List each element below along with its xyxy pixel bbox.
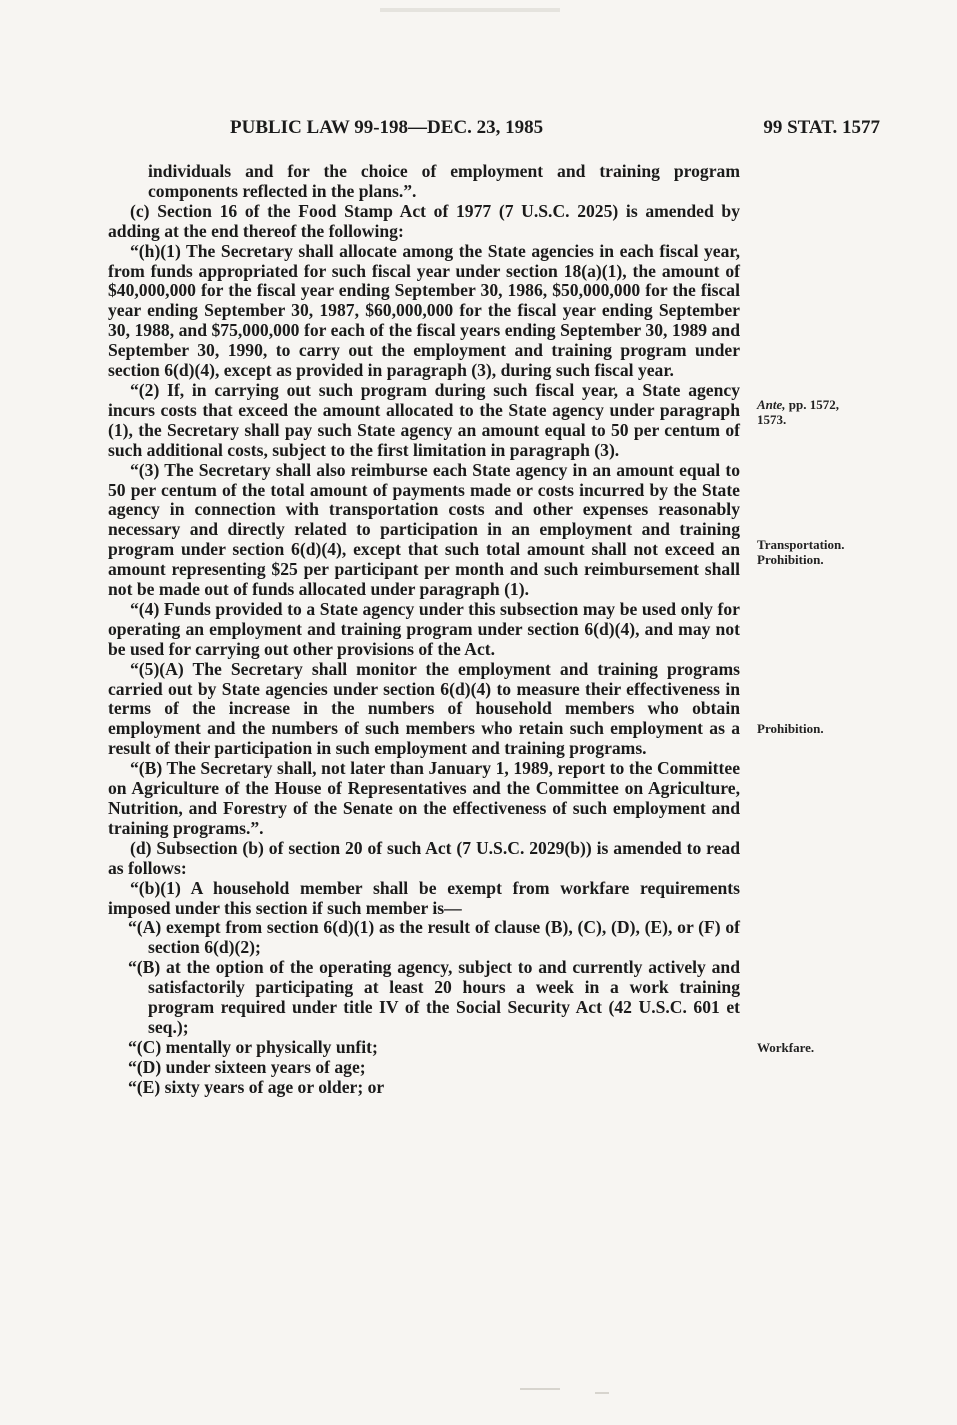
margin-note-ante-line2: 1573. — [757, 412, 787, 427]
paragraph: individuals and for the choice of employment and training program components reflected in the plans.”. — [148, 161, 740, 201]
margin-note-prohibition — [757, 721, 824, 736]
margin-note-workfare-label: Workfare. — [757, 1040, 815, 1055]
paragraph: (d) Subsection (b) of section 20 of such Act (7 U.S.C. 2029(b)) is amended to read as follows: — [108, 837, 740, 878]
margin-note-ante — [757, 397, 839, 427]
margin-note-transportation — [757, 537, 845, 567]
header-title: PUBLIC LAW 99-198—DEC. 23, 1985 — [230, 117, 544, 138]
margin-note-workfare — [757, 1040, 814, 1055]
body-text — [108, 162, 740, 1098]
margin-note-prohibition-label: Prohibition. — [757, 552, 824, 567]
margin-note-prohibition-2-label: Prohibition. — [757, 721, 824, 736]
paragraph: “(B) at the option of the operating agency, subject to and currently actively and satisfactorily participating at least 20 hours a week in a work training program required under title IV of the Social Security Act (42 U.S.C. 601 et seq.); — [128, 957, 740, 1037]
statute-page-number: 99 STAT. 1577 — [763, 117, 880, 138]
paragraph: “(2) If, in carrying out such program during such fiscal year, a State agency incurs costs that exceed the amount allocated to the State agency under paragraph (1), the Secretary shall pay such State agency an amount equal to 50 per centum of such additional costs, subject to the first limitation in paragraph (3). — [108, 379, 740, 460]
bleed-through-mark — [380, 8, 560, 12]
paragraph: (c) Section 16 of the Food Stamp Act of 1977 (7 U.S.C. 2025) is amended by adding at the end thereof the following: — [108, 200, 740, 241]
paragraph: “(b)(1) A household member shall be exempt from workfare requirements imposed under this section if such member is— — [108, 877, 740, 918]
paragraph: “(4) Funds provided to a State agency under this subsection may be used only for operating an employment and training program under section 6(d)(4), and may not be used for carrying out other provisions of the Act. — [108, 598, 740, 659]
paragraph: “(3) The Secretary shall also reimburse each State agency in an amount equal to 50 per centum of the total amount of payments made or costs incurred by the State agency in connection with transportation costs and other expenses reasonably necessary and directly related to participation in an employment and training program under section 6(d)(4), except that such total amount shall not exceed an amount representing $25 per participant per month and such reimbursement shall not be made out of funds allocated under paragraph (1). — [108, 459, 740, 600]
margin-note-ante-italic: Ante, — [757, 397, 786, 412]
paragraph: “(E) sixty years of age or older; or — [128, 1076, 385, 1097]
page-header — [230, 117, 880, 143]
paragraph: “(A) exempt from section 6(d)(1) as the result of clause (B), (C), (D), (E), or (F) of section 6(d)(2); — [128, 917, 740, 958]
paragraph: “(5)(A) The Secretary shall monitor the employment and training programs carried out by State agencies under section 6(d)(4) to measure their effectiveness in terms of the increase in the numbers of household members who obtain employment and the numbers of such members who retain such employment as a result of their participation in such employment and training programs. — [108, 658, 740, 759]
paragraph: “(h)(1) The Secretary shall allocate among the State agencies in each fiscal year, from funds appropriated for such fiscal year under section 18(a)(1), the amount of $40,000,000 for the fiscal year ending September 30, 1986, $50,000,000 for the fiscal year ending September 30, 1987, $60,000,000 for the fiscal year ending September 30, 1988, and $75,000,000 for each of the fiscal years ending September 30, 1989 and September 30, 1990, to carry out the employment and training program under section 6(d)(4), except as provided in paragraph (3), during such fiscal year. — [108, 240, 740, 381]
bleed-through-mark — [520, 1388, 560, 1390]
bleed-through-mark — [595, 1392, 609, 1394]
paragraph: “(B) The Secretary shall, not later than January 1, 1989, report to the Committee on Agriculture of the House of Representatives and the Committee on Agriculture, Nutrition, and Forestry of the Senate on the effectiveness of such employment and training programs.”. — [108, 758, 740, 838]
margin-note-transportation-label: Transportation. — [757, 537, 845, 552]
paragraph: “(D) under sixteen years of age; — [128, 1056, 366, 1077]
margin-note-ante-pages: pp. 1572, — [785, 397, 840, 412]
paragraph: “(C) mentally or physically unfit; — [128, 1036, 378, 1057]
